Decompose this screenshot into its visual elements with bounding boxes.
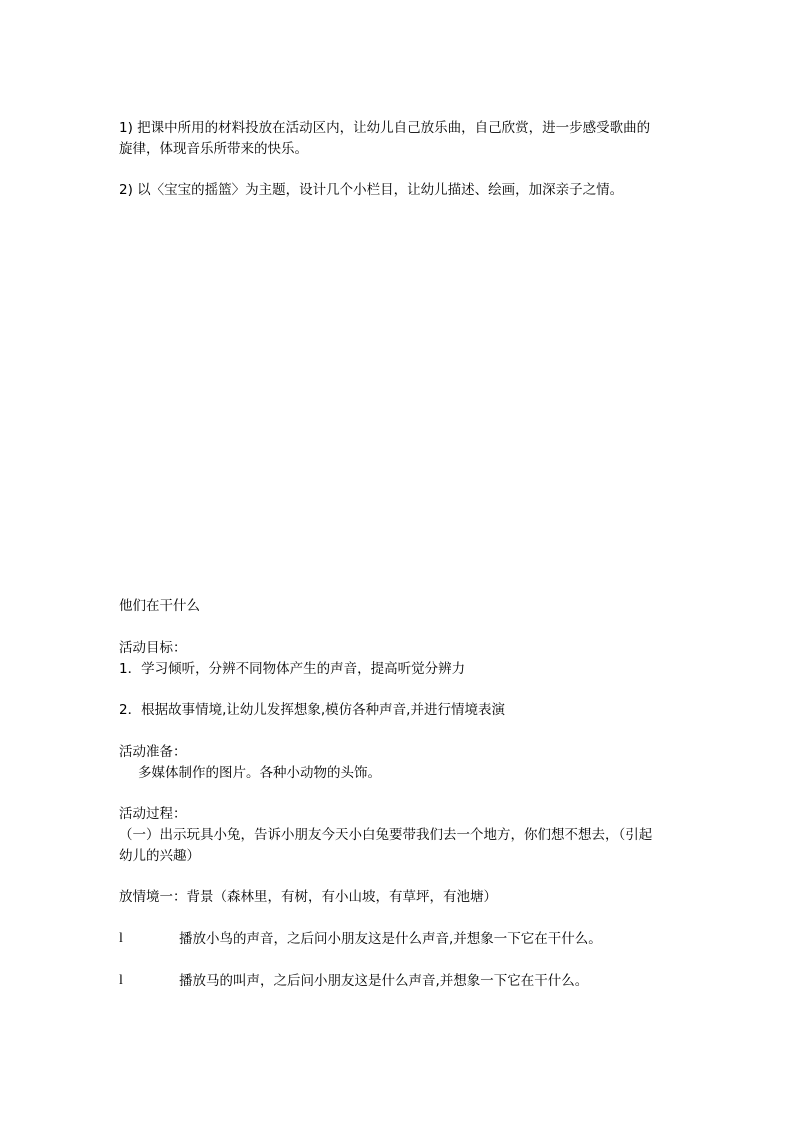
preparation-text: 多媒体制作的图片。各种小动物的头饰。: [138, 765, 381, 781]
bullet-text: 播放小鸟的声音，之后问小朋友这是什么声音,并想象一下它在干什么。: [179, 931, 602, 947]
goals-heading: 活动目标：: [119, 640, 187, 656]
goal-item-2: 2．根据故事情境,让幼儿发挥想象,模仿各种声音,并进行情境表演: [119, 702, 505, 718]
preparation-heading: 活动准备：: [119, 744, 187, 760]
process-heading: 活动过程：: [119, 806, 187, 822]
bullet-marker: l: [119, 931, 123, 946]
scene-1-description: 放情境一：背景（森林里，有树，有小山坡，有草坪，有池塘）: [119, 889, 497, 905]
goal-item-1: 1．学习倾听，分辨不同物体产生的声音，提高听觉分辨力: [119, 661, 466, 677]
bullet-marker: l: [119, 973, 123, 988]
bullet-text: 播放马的叫声，之后问小朋友这是什么声音,并想象一下它在干什么。: [179, 973, 589, 989]
extension-item-2: 2) 以〈宝宝的摇篮〉为主题，设计几个小栏目，让幼儿描述、绘画，加深亲子之情。: [119, 182, 624, 198]
lesson-title: 他们在干什么: [119, 598, 200, 614]
extension-item-1-line-2: 旋律，体现音乐所带来的快乐。: [119, 141, 308, 157]
process-step-1-line-1: （一）出示玩具小兔，告诉小朋友今天小白兔要带我们去一个地方，你们想不想去，（引起: [119, 827, 653, 843]
extension-item-1-line-1: 1) 把课中所用的材料投放在活动区内，让幼儿自己放乐曲，自己欣赏，进一步感受歌曲的: [119, 120, 651, 136]
process-step-1-line-2: 幼儿的兴趣）: [119, 848, 200, 864]
